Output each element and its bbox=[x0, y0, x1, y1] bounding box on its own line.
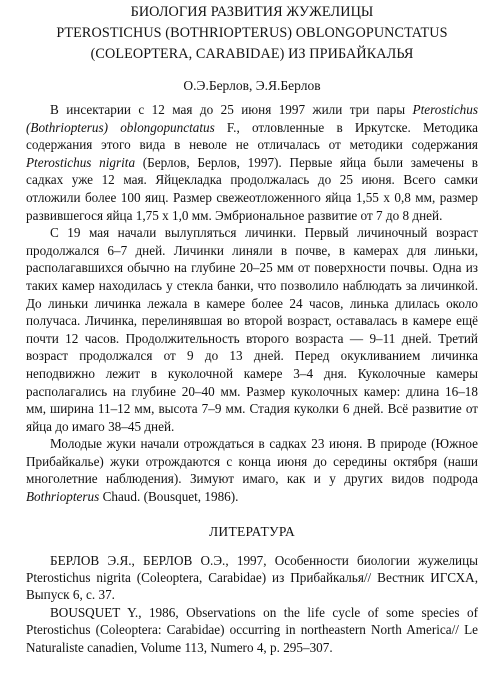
paragraph-1 bbox=[26, 101, 478, 224]
paragraph-3-text-a: Молодые жуки начали отрождаться в садках 23 июня. В природе (Южное Прибайкалье) жуки отрождаются с конца июня до середины октября (наши многолетние наблюдения). Зимуют имаго, как и у других видов подрода bbox=[26, 436, 478, 487]
subgenus-name-italic: Bothriopterus bbox=[26, 489, 100, 505]
article-page bbox=[0, 2, 500, 695]
title-line-1: БИОЛОГИЯ РАЗВИТИЯ ЖУЖЕЛИЦЫ bbox=[130, 4, 374, 20]
article-body bbox=[26, 101, 478, 506]
article-title bbox=[26, 2, 478, 65]
species-name-italic: Pterostichus (Bothriopterus) oblongopunctatus bbox=[26, 102, 478, 135]
paragraph-2: С 19 мая начали вылупляться личинки. Первый личиночный возраст продолжался 6–7 дней. Личинки линяли в почве, в камерах для линьки, располагавшихся обычно на глубине 20–25 мм от поверхности почвы. Одна из таких камер находилась у стекла банки, что позволило наблюдать за личинкой. До линьки личинка лежала в камере более 24 часов, линька длилась около получаса. Личинка, перелинявшая во второй возраст, оставалась в камере ещё почти 12 часов. Продолжительность второго возраста — 9–11 дней. Третий возраст продолжался от 9 до 13 дней. Перед окукливанием личинка неподвижно лежит в куколочной камере 3–4 дня. Куколочные камеры располагались на глубине 20–40 мм. Размер куколочных камер: длина 16–18 мм, ширина 11–12 мм, высота 7–9 мм. Стадия куколки 6 дней. Всё развитие от яйца до имаго 38–45 дней. bbox=[26, 225, 478, 434]
paragraph-3-text-c: Chaud. (Bousquet, 1986). bbox=[99, 489, 239, 505]
title-line-2: PTEROSTICHUS (BOTHRIOPTERUS) OBLONGOPUNCTATUS bbox=[56, 25, 448, 41]
paragraph-1-text-e: (Берлов, Берлов, 1997). Первые яйца были замечены в садках уже 12 мая. Яйцекладка продолжалась до 25 июня. Всего самки отложили более 100 яиц. Размер свежеотложенного яйца 1,55 х 0,8 мм, размер развившегося яйца 1,75 х 1,0 мм. Эмбриональное развитие от 7 до 8 дней. bbox=[26, 154, 478, 223]
authors: О.Э.Берлов, Э.Я.Берлов bbox=[183, 78, 321, 93]
species-name-italic: Pterostichus nigrita bbox=[26, 154, 136, 170]
paragraph-1-text-a: В инсектарии с 12 мая до 25 июня 1997 жили три пары bbox=[50, 102, 413, 117]
reference-item-2: BOUSQUET Y., 1986, Observations on the life cycle of some species of Pterostichus (Coleoptera: Carabidae) occurring in northeastern North America// Le Naturaliste canadien, Volume 113, Numero 4, p. 295–307. bbox=[26, 604, 478, 655]
paragraph-3 bbox=[26, 435, 478, 505]
reference-item-1: БЕРЛОВ Э.Я., БЕРЛОВ О.Э., 1997, Особенности биологии жужелицы Pterostichus nigrita (Coleoptera, Carabidae) из Прибайкалья// Вестник ИГСХА, Выпуск 6, с. 37. bbox=[26, 552, 478, 603]
title-line-3: (COLEOPTERA, CARABIDAE) ИЗ ПРИБАЙКАЛЬЯ bbox=[90, 46, 414, 62]
paragraph-1-text-c: F., отловленные в Иркутске. Методика содержания этого вида в неволе не отличалась от методики содержания bbox=[26, 119, 478, 153]
references-heading: ЛИТЕРАТУРА bbox=[208, 523, 296, 539]
references-list bbox=[26, 552, 478, 656]
